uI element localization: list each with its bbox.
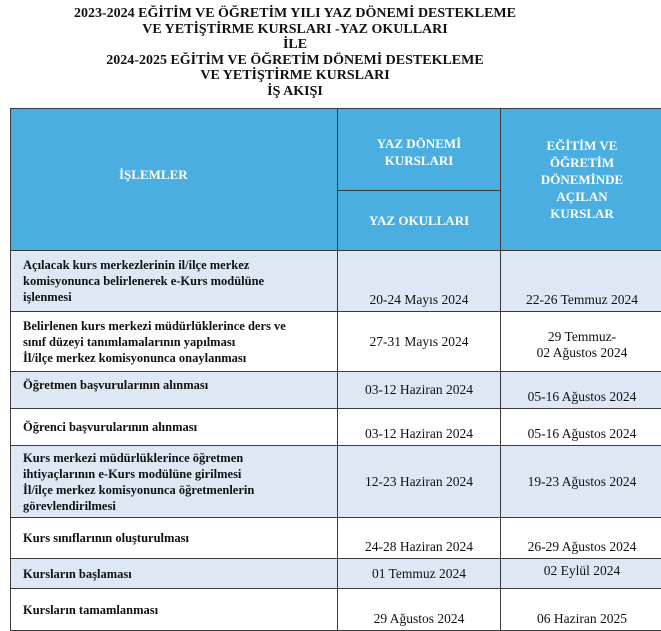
- egitim-date: 05-16 Ağustos 2024: [527, 426, 637, 441]
- header-islemler: [11, 109, 338, 251]
- table-row: [11, 251, 661, 312]
- title-line: 2023-2024 EĞİTİM VE ÖĞRETİM YILI YAZ DÖNEMİ DESTEKLEME: [74, 6, 516, 21]
- egitim-date-cell: [501, 518, 661, 559]
- header-yaz-donemi: [338, 109, 501, 191]
- header-row: [11, 109, 661, 191]
- yaz-date-cell: [338, 372, 501, 409]
- operation-line: komisyonunca belirlenerek e-Kurs modülüne: [23, 274, 265, 288]
- header-egitim-line: EĞİTİM VE: [546, 138, 618, 153]
- yaz-date-cell: [338, 518, 501, 559]
- table-row: [11, 446, 661, 518]
- egitim-date: 26-29 Ağustos 2024: [527, 539, 637, 554]
- table-row: [11, 559, 661, 589]
- workflow-table: [10, 108, 661, 631]
- header-egitim: [501, 109, 661, 251]
- operation-line: sınıf düzeyi tanımlamalarının yapılması: [23, 334, 236, 349]
- document-title: [0, 6, 590, 100]
- table-row: [11, 312, 661, 372]
- yaz-date: 03-12 Haziran 2024: [365, 382, 473, 397]
- egitim-date-cell: [501, 409, 661, 446]
- operation-line: Kursların tamamlanması: [23, 602, 159, 617]
- operation-line: görevlendirilmesi: [23, 498, 116, 513]
- operation-line: işlenmesi: [23, 290, 72, 304]
- yaz-date-cell: [338, 589, 501, 631]
- operation-cell: [11, 372, 338, 409]
- header-egitim-line: AÇILAN: [556, 189, 608, 204]
- operation-cell: [11, 518, 338, 559]
- egitim-date: 22-26 Temmuz 2024: [525, 292, 639, 307]
- title-line: İLE: [282, 37, 308, 53]
- header-egitim-line: ÖĞRETİM: [549, 155, 615, 170]
- egitim-date-cell: [501, 372, 661, 409]
- operation-cell: [11, 589, 338, 631]
- operation-line: Kurs merkezi müdürlüklerince öğretmen: [23, 450, 244, 465]
- egitim-date-cell: [501, 312, 661, 372]
- header-islemler-label: İŞLEMLER: [119, 167, 188, 182]
- yaz-date: 01 Temmuz 2024: [371, 565, 467, 581]
- egitim-date: 05-16 Ağustos 2024: [527, 389, 637, 404]
- egitim-date: 02 Eylül 2024: [543, 563, 621, 578]
- egitim-date: 29 Temmuz-: [547, 328, 617, 344]
- header-yaz-donemi-line: YAZ DÖNEMİ: [376, 135, 462, 151]
- yaz-date-cell: [338, 559, 501, 589]
- title-line: 2024-2025 EĞİTİM VE ÖĞRETİM DÖNEMİ DESTEKLEME: [106, 52, 484, 68]
- egitim-date-cell: [501, 446, 661, 518]
- yaz-date-cell: [338, 446, 501, 518]
- header-yaz-okullari-label: YAZ OKULLARI: [368, 213, 470, 228]
- table-row: [11, 589, 661, 631]
- title-line: VE YETİŞTİRME KURSLARI: [200, 68, 390, 84]
- egitim-date: 02 Ağustos 2024: [536, 344, 628, 360]
- yaz-date-cell: [338, 409, 501, 446]
- egitim-date-cell: [501, 559, 661, 589]
- header-egitim-line: DÖNEMİNDE: [540, 172, 624, 187]
- title-line: VE YETİŞTİRME KURSLARI -YAZ OKULLARI: [142, 21, 448, 37]
- operation-line: İl/ilçe merkez komisyonunca onaylanması: [23, 350, 247, 365]
- yaz-date: 29 Ağustos 2024: [373, 611, 465, 626]
- operation-line: Öğretmen başvurularının alınması: [23, 378, 209, 392]
- table-row: [11, 409, 661, 446]
- header-egitim-line: KURSLAR: [550, 206, 614, 221]
- table-row: [11, 372, 661, 409]
- operation-line: İl/ilçe merkez komisyonunca öğretmenlerin: [23, 482, 255, 497]
- header-yaz-donemi-line: KURSLARI: [384, 152, 454, 168]
- yaz-date: 12-23 Haziran 2024: [365, 473, 473, 489]
- operation-line: Öğrenci başvurularının alınması: [23, 420, 198, 434]
- egitim-date: 19-23 Ağustos 2024: [527, 473, 637, 489]
- operation-line: ihtiyaçlarının e-Kurs modülüne girilmesi: [23, 466, 242, 481]
- table-row: [11, 518, 661, 559]
- operation-line: Kursların başlaması: [23, 566, 132, 581]
- yaz-date: 20-24 Mayıs 2024: [369, 292, 469, 307]
- egitim-date: 06 Haziran 2025: [537, 611, 627, 626]
- egitim-date-cell: [501, 589, 661, 631]
- yaz-date-cell: [338, 251, 501, 312]
- title-line: İŞ AKIŞI: [267, 83, 323, 99]
- yaz-date: 27-31 Mayıs 2024: [369, 333, 469, 349]
- operation-cell: [11, 446, 338, 518]
- egitim-date-cell: [501, 251, 661, 312]
- operation-line: Kurs sınıflarının oluşturulması: [23, 531, 190, 545]
- operation-cell: [11, 312, 338, 372]
- yaz-date: 24-28 Haziran 2024: [365, 539, 473, 554]
- yaz-date-cell: [338, 312, 501, 372]
- operation-cell: [11, 251, 338, 312]
- header-yaz-okullari: [338, 191, 501, 251]
- operation-line: Açılacak kurs merkezlerinin il/ilçe merkez: [23, 258, 250, 272]
- operation-cell: [11, 559, 338, 589]
- operation-cell: [11, 409, 338, 446]
- operation-line: Belirlenen kurs merkezi müdürlüklerince ders ve: [23, 318, 286, 333]
- yaz-date: 03-12 Haziran 2024: [365, 426, 473, 441]
